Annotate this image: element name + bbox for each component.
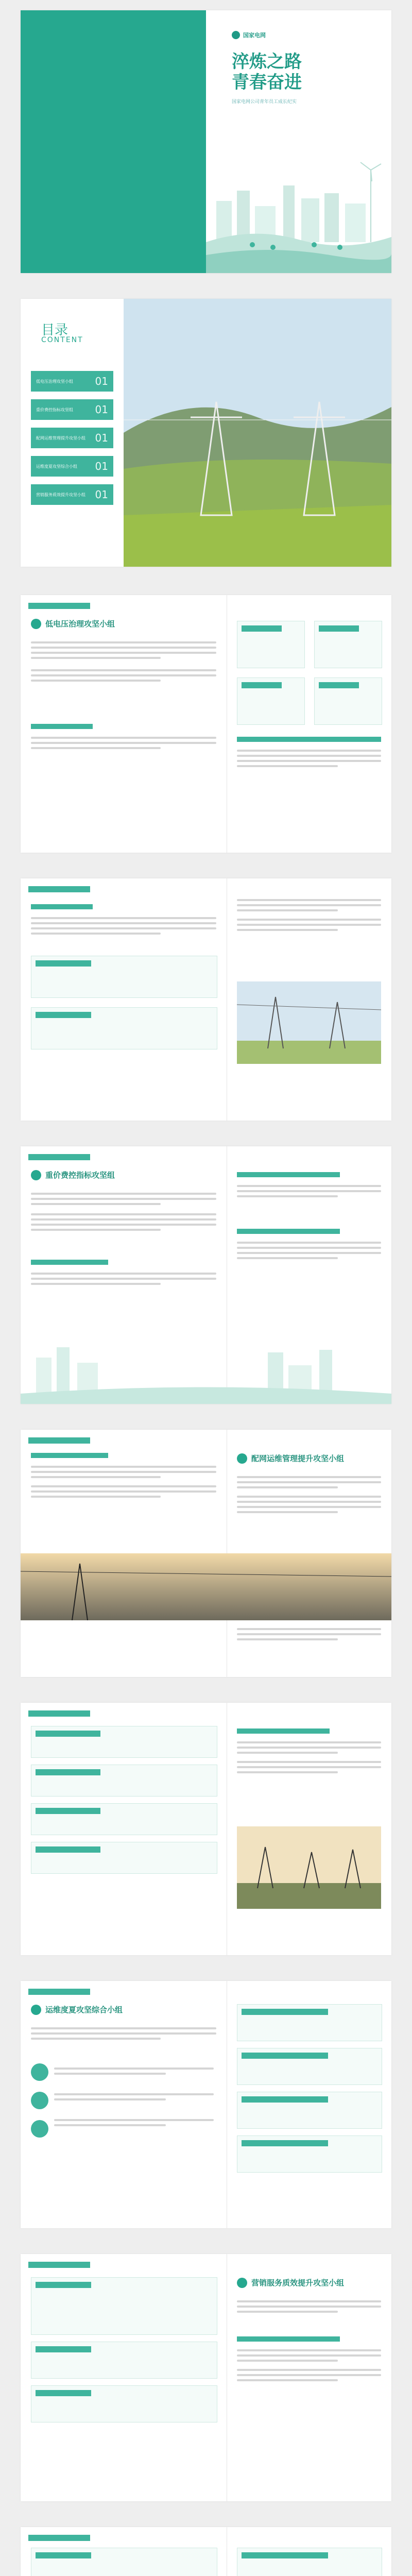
step-badge: [31, 2120, 48, 2138]
header-tab: [28, 1710, 90, 1717]
info-card: [31, 1803, 217, 1835]
info-card: [31, 1726, 217, 1758]
cover-back-panel: [21, 10, 206, 273]
brand-logo: [232, 31, 266, 39]
cover-title-line2: 青春奋进: [232, 72, 302, 93]
info-card: [31, 2277, 217, 2335]
section-spread-3: [21, 1146, 391, 1404]
cover-front-panel: [206, 10, 391, 273]
section-title-row: [237, 1453, 344, 1464]
info-card: [31, 1007, 217, 1049]
info-card: [237, 2548, 382, 2576]
brand-name: 国家电网: [243, 32, 266, 39]
info-card: [31, 2342, 217, 2379]
toc-item-label: 重价费控指标攻坚组: [36, 407, 73, 412]
body-text: [54, 2067, 214, 2129]
toc-list: [31, 371, 113, 513]
body-text: [31, 737, 216, 752]
cover-title: [232, 52, 302, 93]
subheading-band: [237, 1229, 340, 1234]
section-spread-1: [21, 595, 391, 853]
section-spread-7: [21, 2254, 391, 2501]
section-spread-6: [21, 1981, 391, 2228]
sunset-powerline-photo: [21, 1553, 391, 1620]
body-text: [237, 899, 381, 934]
body-text: [31, 917, 216, 938]
body-text: [237, 1741, 381, 1776]
subheading-band: [237, 1728, 330, 1734]
header-tab: [28, 2262, 90, 2268]
toc-item-label: 运维度夏攻坚综合小组: [36, 464, 77, 469]
info-card: [314, 621, 382, 668]
info-card: [314, 677, 382, 725]
info-card: [31, 2548, 217, 2576]
toc-item-number: 01: [95, 488, 108, 501]
section-title: 营销服务质效提升攻坚小组: [251, 2278, 345, 2287]
power-lines-photo: [237, 981, 381, 1064]
cover-subtitle: 国家电网公司青年员工成长纪实: [232, 99, 297, 105]
logo-icon: [232, 31, 240, 39]
lightning-icon: [237, 2278, 247, 2288]
header-tab: [28, 603, 90, 609]
toc-item-number: 01: [95, 375, 108, 387]
body-text: [237, 750, 381, 770]
body-text: [31, 1466, 216, 1501]
header-tab: [28, 2535, 90, 2541]
section-title: 运维度夏攻坚综合小组: [45, 2005, 123, 2014]
body-text: [237, 1628, 381, 1643]
body-text: [31, 641, 216, 685]
info-card: [31, 1765, 217, 1797]
info-card: [237, 2048, 382, 2085]
info-card: [237, 677, 305, 725]
section-title-row: [31, 2004, 123, 2015]
info-card: [237, 621, 305, 668]
lightning-icon: [237, 1453, 247, 1464]
toc-panel: [21, 299, 124, 567]
substation-photo: [237, 1826, 381, 1909]
toc-item[interactable]: [31, 428, 113, 448]
toc-item-number: 01: [95, 460, 108, 472]
subheading-band: [237, 1172, 340, 1177]
body-text: [31, 1273, 216, 1288]
section-title-row: [237, 2277, 344, 2288]
body-text: [31, 2027, 216, 2043]
subheading-band: [237, 737, 381, 742]
info-card: [31, 2385, 217, 2422]
section-title-row: [31, 1170, 115, 1180]
info-card: [31, 956, 217, 998]
section-title-row: [31, 618, 115, 629]
subheading-band: [237, 2336, 340, 2342]
subheading-band: [31, 1453, 108, 1458]
subheading-band: [31, 724, 93, 729]
step-badge: [31, 2063, 48, 2081]
info-card: [237, 2004, 382, 2041]
section-title: 低电压治理攻坚小组: [45, 619, 115, 629]
transmission-tower-photo: [124, 299, 391, 567]
header-tab: [28, 1154, 90, 1160]
header-tab: [28, 886, 90, 892]
lightning-icon: [31, 619, 41, 629]
info-card: [237, 2092, 382, 2129]
body-text: [237, 1242, 381, 1262]
info-card: [31, 1842, 217, 1874]
toc-item-label: 营销服务质效提升攻坚小组: [36, 492, 85, 497]
body-text: [237, 2349, 381, 2384]
cover-title-line1: 淬炼之路: [232, 52, 302, 72]
section-spread-4: [21, 1430, 391, 1677]
toc-item[interactable]: [31, 484, 113, 505]
city-wind-scene-illustration: [206, 139, 391, 273]
toc-title-en: CONTENT: [41, 336, 83, 344]
lightning-icon: [31, 1170, 41, 1180]
subheading-band: [31, 1260, 108, 1265]
section-spread-5: [21, 1703, 391, 1955]
toc-item[interactable]: [31, 456, 113, 477]
toc-spread: [21, 299, 391, 567]
toc-item[interactable]: [31, 399, 113, 420]
toc-item-number: 01: [95, 403, 108, 416]
body-text: [237, 1476, 381, 1516]
toc-item[interactable]: [31, 371, 113, 392]
toc-title: 目录: [41, 323, 68, 338]
body-text: [237, 2300, 381, 2316]
cover-spread: [21, 10, 391, 273]
header-tab: [28, 1989, 90, 1995]
section-spread-8: [21, 2527, 391, 2576]
subheading-band: [31, 904, 93, 909]
header-tab: [28, 1437, 90, 1444]
body-text: [237, 1185, 381, 1200]
toc-item-label: 低电压治理攻坚小组: [36, 379, 73, 384]
section-spread-2: [21, 878, 391, 1121]
step-badge: [31, 2092, 48, 2109]
info-card: [237, 2136, 382, 2173]
toc-item-label: 配网运维管理提升攻坚小组: [36, 435, 85, 440]
city-skyline-illustration: [21, 1332, 391, 1404]
section-title: 配网运维管理提升攻坚小组: [251, 1454, 345, 1463]
section-title: 重价费控指标攻坚组: [45, 1171, 115, 1180]
lightning-icon: [31, 2005, 41, 2015]
body-text: [31, 1193, 216, 1234]
toc-item-number: 01: [95, 432, 108, 444]
